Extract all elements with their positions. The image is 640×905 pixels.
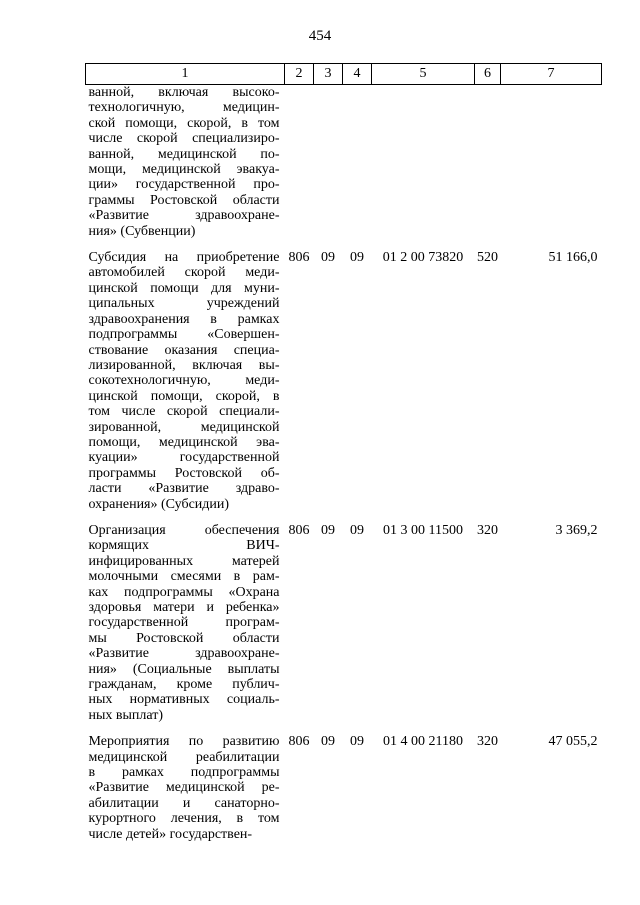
cell-subsection: 09: [350, 734, 364, 750]
cell-section: [314, 85, 343, 240]
description-line: в рамках подпрограммы: [88, 765, 280, 781]
description-line: ванной, медицинской по-: [88, 146, 280, 162]
column-header: 5: [372, 64, 475, 85]
row-description: [86, 723, 285, 842]
description-line: ванной, включая высоко-: [88, 85, 280, 100]
description-line: здравоохранения в рамках: [88, 311, 280, 327]
description-line: «Развитие медицинской ре-: [88, 780, 280, 796]
cell-subsection: 09: [350, 522, 364, 538]
description-line: молочными смесями в рам-: [88, 569, 280, 585]
description-line: абилитации и санаторно-: [88, 795, 280, 811]
cell-target: 01 2 00 73820: [382, 250, 464, 266]
description-line: том числе скорой специали-: [88, 404, 280, 420]
cell-subsection: 09: [350, 250, 364, 266]
description-line: «Развитие здравоохране-: [88, 208, 280, 224]
description-line: здоровья матери и ребенка»: [88, 600, 280, 615]
description-line: инфицированных матерей: [88, 553, 280, 569]
description-line: подпрограммы «Совершен-: [88, 327, 280, 343]
description-line: куации» государственной: [88, 450, 280, 466]
description-line: ния» (Субвенции): [88, 223, 196, 239]
cell-expense-type: 320: [477, 734, 498, 750]
description-line: ния» (Социальные выплаты: [88, 661, 280, 677]
cell-subsection: [343, 85, 372, 240]
description-line: цинской помощи, скорой, в: [88, 388, 280, 404]
row-description: [86, 512, 285, 723]
cell-expense-type: 520: [477, 250, 498, 266]
cell-amount: 51 166,0: [548, 250, 598, 266]
description-line: охранения» (Субсидии): [88, 496, 230, 512]
description-line: государственной програм-: [88, 615, 280, 631]
description-line: программы Ростовской об-: [88, 465, 280, 481]
description-line: ствование оказания специа-: [88, 342, 280, 358]
column-header: 1: [86, 64, 285, 85]
description-line: ных выплат): [88, 707, 164, 723]
column-header: 4: [343, 64, 372, 85]
description-line: автомобилей скорой меди-: [88, 265, 280, 281]
cell-expense-type: 320: [477, 522, 498, 538]
description-line: мощи, медицинской эвакуа-: [88, 162, 280, 178]
table-body: [86, 85, 602, 843]
cell-target: 01 4 00 21180: [383, 734, 463, 750]
column-header: 6: [475, 64, 501, 85]
description-line: ции» государственной про-: [88, 177, 280, 193]
description-line: медицинской реабилитации: [88, 749, 280, 765]
description-line: ках подпрограммы «Охрана: [88, 584, 280, 600]
cell-expense-type: [475, 85, 501, 240]
cell-section: 09: [321, 250, 335, 266]
description-line: мы Ростовской области: [88, 630, 280, 646]
cell-section: 09: [321, 522, 335, 538]
description-line: технологичную, медицин-: [88, 100, 280, 116]
column-header: 7: [501, 64, 602, 85]
description-line: помощи, медицинской эва-: [88, 434, 280, 450]
budget-table: [85, 63, 602, 842]
description-line: курортного лечения, в том: [88, 811, 280, 827]
description-line: Организация обеспечения: [88, 522, 280, 538]
table-row: [86, 723, 602, 842]
table-header-row: [86, 64, 602, 85]
cell-section: 09: [321, 734, 335, 750]
description-line: числе скорой специализиро-: [88, 131, 280, 147]
description-line: ципальных учреждений: [88, 296, 280, 312]
cell-target: 01 3 00 11500: [383, 522, 463, 538]
column-header: 3: [314, 64, 343, 85]
table-row: [86, 512, 602, 723]
cell-ministry: 806: [288, 734, 310, 750]
cell-amount: 47 055,2: [548, 734, 598, 750]
cell-target: [372, 85, 475, 240]
row-description: [86, 239, 285, 512]
description-line: числе детей» государствен-: [88, 826, 253, 842]
description-line: Мероприятия по развитию: [88, 734, 280, 750]
cell-amount: 3 369,2: [555, 522, 598, 538]
description-line: гражданам, кроме публич-: [88, 677, 280, 693]
description-line: граммы Ростовской области: [88, 192, 280, 208]
description-line: цинской помощи для муни-: [88, 280, 280, 296]
cell-amount: [501, 85, 602, 240]
table-row: [86, 85, 602, 240]
description-line: Субсидия на приобретение: [88, 250, 280, 266]
cell-ministry: [285, 85, 314, 240]
description-line: «Развитие здравоохране-: [88, 646, 280, 662]
description-line: ласти «Развитие здраво-: [88, 481, 280, 497]
column-header: 2: [285, 64, 314, 85]
description-line: зированной, медицинской: [88, 419, 280, 435]
table-row: [86, 239, 602, 512]
description-line: лизированной, включая вы-: [88, 357, 280, 373]
cell-ministry: 806: [288, 522, 310, 538]
description-line: ных нормативных социаль-: [88, 692, 280, 708]
page-number: 454: [308, 28, 332, 44]
description-line: ской помощи, скорой, в том: [88, 115, 280, 131]
cell-ministry: 806: [288, 250, 310, 266]
row-description: [86, 85, 285, 240]
description-line: кормящих ВИЧ-: [88, 538, 280, 554]
description-line: сокотехнологичную, меди-: [88, 373, 280, 389]
